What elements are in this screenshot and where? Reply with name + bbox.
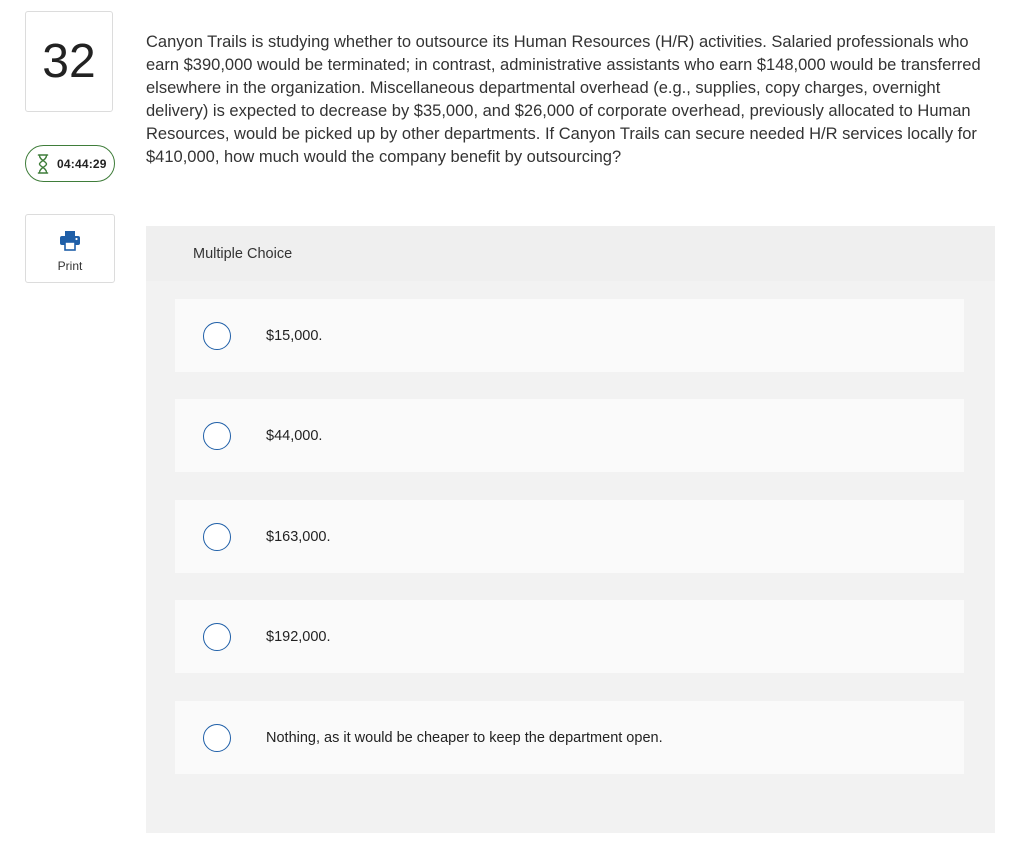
timer-badge — [25, 145, 115, 182]
question-text: Canyon Trails is studying whether to outsource its Human Resources (H/R) activities. Salaried professionals who earn $390,000 would be terminated; in contrast, administrative assistants who earn $148,000 would be transferred elsewhere in the organization. Miscellaneous departmental overhead (e.g., supplies, copy charges, overnight delivery) is expected to decrease by $35,000, and $26,000 of corporate overhead, previously allocated to Human Resources, would be picked up by other departments. If Canyon Trails can secure needed H/R services locally for $410,000, how much would the company benefit by outsourcing? — [146, 33, 981, 166]
answer-option[interactable] — [175, 701, 964, 774]
answer-option-label: $15,000. — [266, 327, 323, 344]
answer-option[interactable] — [175, 500, 964, 573]
radio-button[interactable] — [203, 623, 231, 651]
question-number: 32 — [42, 35, 96, 88]
hourglass-icon — [37, 154, 49, 174]
printer-icon — [59, 229, 81, 251]
answer-option[interactable] — [175, 299, 964, 372]
answer-panel — [146, 226, 995, 833]
answer-option-label: $163,000. — [266, 528, 331, 545]
radio-button[interactable] — [203, 523, 231, 551]
answer-option[interactable] — [175, 600, 964, 673]
radio-button[interactable] — [203, 322, 231, 350]
print-label: Print — [57, 259, 83, 273]
radio-button[interactable] — [203, 724, 231, 752]
question-number-box — [25, 11, 113, 112]
answer-option[interactable] — [175, 399, 964, 472]
timer-value: 04:44:29 — [57, 156, 107, 171]
radio-button[interactable] — [203, 422, 231, 450]
question-type-label: Multiple Choice — [146, 226, 995, 281]
answer-option-label: $192,000. — [266, 628, 331, 645]
answer-option-label: Nothing, as it would be cheaper to keep the department open. — [266, 729, 663, 746]
answer-option-label: $44,000. — [266, 427, 323, 444]
print-button[interactable] — [25, 214, 115, 283]
